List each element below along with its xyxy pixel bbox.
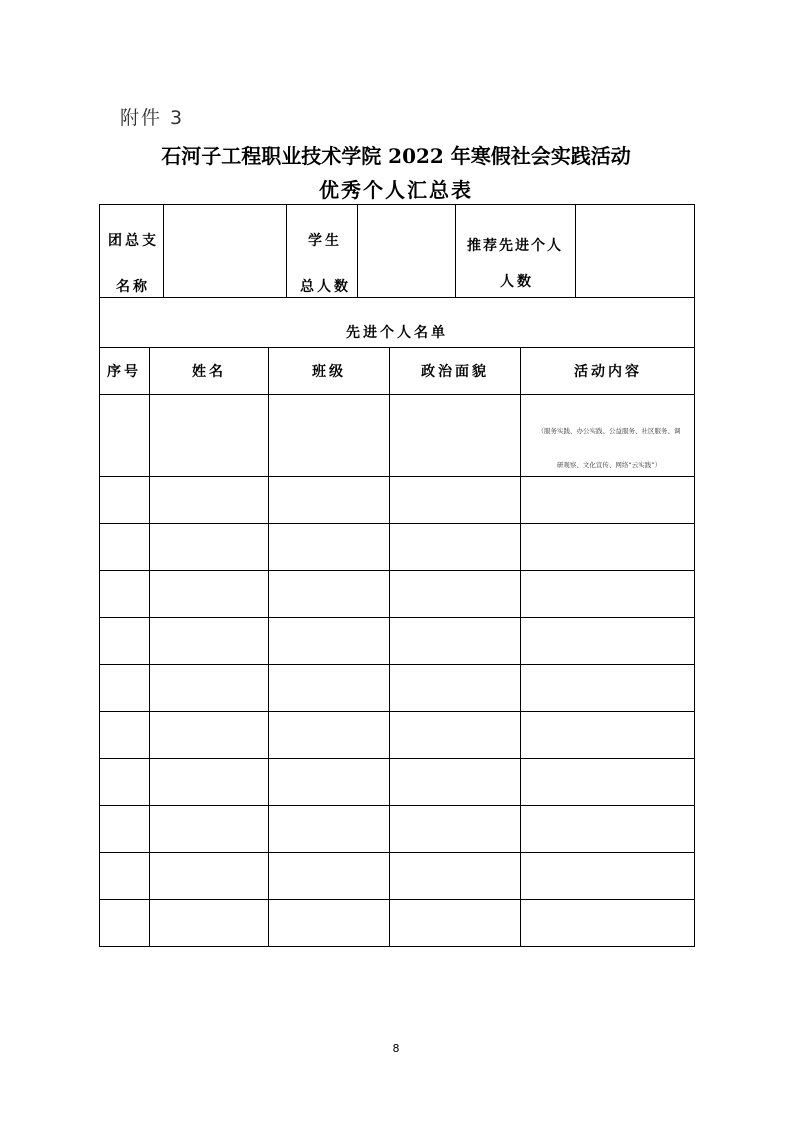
students-label-line1: 学生: [308, 233, 342, 249]
table-row[interactable]: [99, 805, 695, 853]
table-row[interactable]: [99, 852, 695, 900]
document-subtitle: 优秀个人汇总表: [319, 178, 473, 202]
column-header-index: 序号: [107, 363, 141, 380]
table-row[interactable]: [99, 476, 695, 524]
table-row[interactable]: [99, 394, 695, 476]
activity-note-line2: 研观察、文化宣传、网络“云实践”）: [556, 461, 662, 469]
students-total-value[interactable]: [360, 208, 452, 294]
activity-note-line1: （服务实践、办公实践、公益服务、社区服务、调: [537, 427, 681, 435]
table-row[interactable]: [99, 523, 695, 571]
table-row[interactable]: [99, 570, 695, 618]
branch-label-line2: 名称: [116, 279, 150, 295]
attachment-label: 附件 3: [120, 107, 185, 129]
branch-name-value[interactable]: [166, 208, 284, 294]
recommend-label-line2: 人数: [500, 274, 534, 290]
table-row[interactable]: [99, 711, 695, 759]
branch-label-line1: 团总支: [108, 233, 159, 249]
students-label-line2: 总人数: [300, 279, 351, 295]
column-header-activity: 活动内容: [574, 363, 642, 380]
recommend-label-line1: 推荐先进个人: [467, 238, 563, 254]
page-number: 8: [392, 1042, 400, 1055]
table-row[interactable]: [99, 758, 695, 806]
column-header-political-status: 政治面貌: [421, 363, 489, 380]
recommend-count-value[interactable]: [578, 208, 692, 294]
table-row[interactable]: [99, 617, 695, 665]
column-header-class: 班级: [312, 363, 346, 380]
column-header-name: 姓名: [192, 363, 226, 380]
table-row[interactable]: [99, 899, 695, 947]
table-row[interactable]: [99, 664, 695, 712]
list-heading: 先进个人名单: [346, 325, 448, 341]
document-title: 石河子工程职业技术学院 2022 年寒假社会实践活动: [161, 144, 631, 168]
